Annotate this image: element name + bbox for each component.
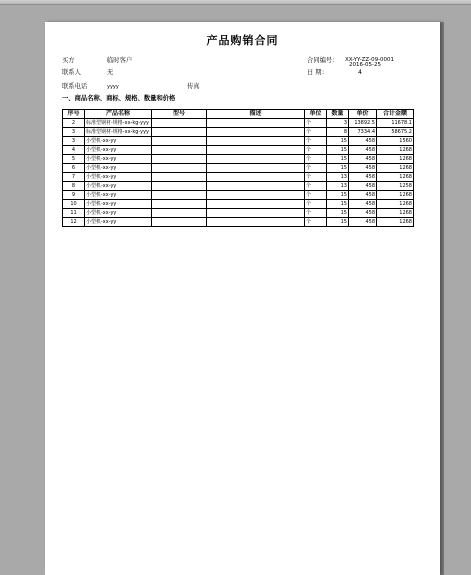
cell-unit: 个 [305, 191, 327, 200]
cell-seq: 11 [63, 209, 85, 218]
table-row [63, 164, 414, 173]
cell-total-amount: 11678.1 [377, 119, 414, 128]
table-row [63, 209, 414, 218]
cell-description [207, 146, 305, 155]
cell-model [152, 119, 207, 128]
date-label: 日 期： [307, 69, 328, 76]
cell-product-name: 小型机-xx-yy [85, 155, 152, 164]
table-row [63, 200, 414, 209]
cell-seq: 6 [63, 164, 85, 173]
page-shadow [440, 22, 444, 575]
cell-unit: 个 [305, 155, 327, 164]
cell-seq: 10 [63, 200, 85, 209]
cell-total-amount: 1268 [377, 218, 414, 227]
cell-model [152, 209, 207, 218]
table-row [63, 137, 414, 146]
cell-unit: 个 [305, 173, 327, 182]
table-row [63, 119, 414, 128]
header-product-name: 产品名称 [85, 110, 152, 119]
table-header-row [63, 110, 414, 119]
cell-total-amount: 1258 [377, 182, 414, 191]
cell-seq: 3 [63, 128, 85, 137]
header-description: 描述 [207, 110, 305, 119]
cell-product-name: 标准型钢材-规格-xx-kg-yyy [85, 128, 152, 137]
section-heading: 一、商品名称、商标、规格、数量和价格 [62, 95, 176, 102]
table-row [63, 191, 414, 200]
phone-label: 联系电话 [62, 83, 88, 90]
cell-model [152, 218, 207, 227]
cell-model [152, 146, 207, 155]
items-table [62, 109, 414, 227]
cell-seq: 5 [63, 155, 85, 164]
cell-total-amount: 1268 [377, 164, 414, 173]
cell-unit-price: 458 [349, 164, 377, 173]
cell-unit: 个 [305, 146, 327, 155]
cell-total-amount: 1268 [377, 200, 414, 209]
cell-quantity: 15 [327, 137, 349, 146]
buyer-value: 临时客户 [107, 57, 133, 64]
cell-model [152, 137, 207, 146]
cell-quantity: 8 [327, 128, 349, 137]
table-row [63, 146, 414, 155]
cell-product-name: 小型机-xx-yy [85, 209, 152, 218]
cell-total-amount: 1268 [377, 209, 414, 218]
document-page [45, 22, 440, 575]
cell-product-name: 小型机-xx-yy [85, 182, 152, 191]
cell-description [207, 137, 305, 146]
cell-seq: 9 [63, 191, 85, 200]
cell-seq: 8 [63, 182, 85, 191]
document-title: 产品购销合同 [206, 34, 279, 47]
cell-quantity: 15 [327, 164, 349, 173]
cell-quantity: 15 [327, 200, 349, 209]
cell-total-amount: 1268 [377, 155, 414, 164]
cell-unit-price: 458 [349, 182, 377, 191]
cell-product-name: 小型机-xx-yy [85, 191, 152, 200]
cell-total-amount: 1560 [377, 137, 414, 146]
cell-seq: 3 [63, 137, 85, 146]
table-row [63, 182, 414, 191]
cell-product-name: 小型机-xx-yy [85, 164, 152, 173]
cell-description [207, 209, 305, 218]
cell-quantity: 15 [327, 146, 349, 155]
buyer-label: 买方 [62, 57, 75, 64]
cell-description [207, 173, 305, 182]
toolbar-strip [0, 0, 471, 5]
header-seq: 序号 [63, 110, 85, 119]
header-total-amount: 合计金额 [377, 110, 414, 119]
contact-label: 联系人 [62, 69, 81, 76]
cell-description [207, 218, 305, 227]
cell-model [152, 200, 207, 209]
header-unit-price: 单价 [349, 110, 377, 119]
cell-unit: 个 [305, 128, 327, 137]
cell-seq: 7 [63, 173, 85, 182]
cell-model [152, 128, 207, 137]
header-unit: 单位 [305, 110, 327, 119]
cell-seq: 12 [63, 218, 85, 227]
cell-product-name: 标准型钢材-规格-xx-kg-yyy [85, 119, 152, 128]
cell-quantity: 13 [327, 182, 349, 191]
cell-unit-price: 458 [349, 173, 377, 182]
cell-unit: 个 [305, 200, 327, 209]
cell-description [207, 182, 305, 191]
date-value: 2016-05-25 [349, 62, 381, 68]
cell-description [207, 200, 305, 209]
cell-product-name: 小型机-xx-yy [85, 146, 152, 155]
cell-unit-price: 458 [349, 209, 377, 218]
cell-unit: 个 [305, 182, 327, 191]
cell-seq: 4 [63, 146, 85, 155]
cell-unit-price: 458 [349, 137, 377, 146]
cell-quantity: 3 [327, 119, 349, 128]
table-body [63, 119, 414, 227]
table-row [63, 218, 414, 227]
header-model: 型号 [152, 110, 207, 119]
date-extra: 4 [358, 69, 363, 76]
cell-description [207, 191, 305, 200]
cell-unit-price: 458 [349, 155, 377, 164]
cell-product-name: 小型机-xx-yy [85, 137, 152, 146]
cell-unit: 个 [305, 164, 327, 173]
cell-unit-price: 13892.5 [349, 119, 377, 128]
table-row [63, 173, 414, 182]
cell-description [207, 155, 305, 164]
cell-quantity: 15 [327, 209, 349, 218]
cell-product-name: 小型机-xx-yy [85, 173, 152, 182]
cell-quantity: 13 [327, 173, 349, 182]
cell-model [152, 182, 207, 191]
cell-product-name: 小型机-xx-yy [85, 218, 152, 227]
cell-description [207, 128, 305, 137]
cell-product-name: 小型机-xx-yy [85, 200, 152, 209]
cell-description [207, 164, 305, 173]
cell-unit-price: 458 [349, 200, 377, 209]
cell-unit-price: 458 [349, 218, 377, 227]
cell-unit: 个 [305, 209, 327, 218]
cell-unit: 个 [305, 137, 327, 146]
cell-model [152, 164, 207, 173]
contract-no-label: 合同编号： [307, 57, 339, 64]
cell-quantity: 15 [327, 191, 349, 200]
table-row [63, 155, 414, 164]
contract-no-value: XX-YY-ZZ-09-0001 [345, 57, 395, 63]
cell-quantity: 15 [327, 218, 349, 227]
phone-value: yyyy [107, 84, 119, 90]
cell-unit-price: 458 [349, 146, 377, 155]
cell-description [207, 119, 305, 128]
cell-unit-price: 458 [349, 191, 377, 200]
cell-quantity: 15 [327, 155, 349, 164]
cell-model [152, 173, 207, 182]
cell-total-amount: 1268 [377, 173, 414, 182]
cell-model [152, 191, 207, 200]
contact-value: 无 [107, 69, 114, 76]
cell-seq: 2 [63, 119, 85, 128]
table-row [63, 128, 414, 137]
cell-total-amount: 1268 [377, 146, 414, 155]
cell-total-amount: 58675.2 [377, 128, 414, 137]
cell-unit: 个 [305, 218, 327, 227]
header-quantity: 数量 [327, 110, 349, 119]
cell-total-amount: 1268 [377, 191, 414, 200]
cell-model [152, 155, 207, 164]
cell-unit: 个 [305, 119, 327, 128]
fax-label: 传真 [187, 83, 200, 90]
cell-unit-price: 7334.4 [349, 128, 377, 137]
